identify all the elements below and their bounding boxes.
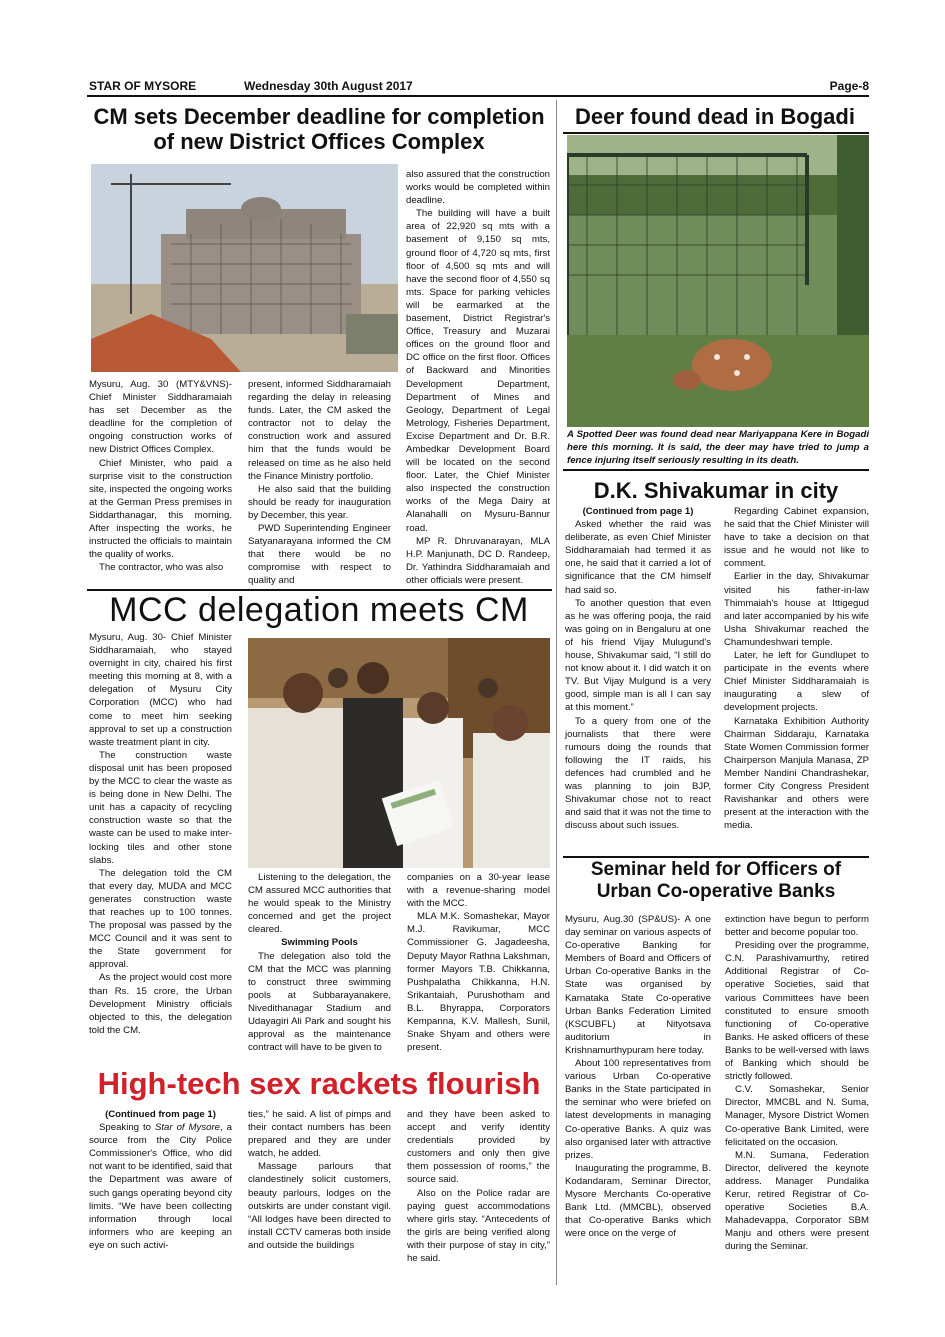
- paragraph: Earlier in the day, Shivakumar visited his father-in-law Thimmaiah's house at Ittigegud and later accompanied by his wife Usha Shivakumar reached the Chamundeshwari temple.: [724, 571, 869, 648]
- paragraph: companies on a 30-year lease with a revenue-sharing model with the MCC.: [407, 872, 550, 910]
- paragraph: M.N. Sumana, Federation Director, delivered the keynote address. Manager Pundalika Kerur, retired Registrar of Co-operative Societies B.A. Mahadevappa, Corporator SBM Manju and others were present during the Seminar.: [725, 1149, 869, 1253]
- continued-label: (Continued from page 1): [105, 1109, 216, 1120]
- paragraph: present, informed Siddharamaiah regarding the delay in releasing funds. Later, the CM asked the contractor not to delay the construction work and assured him that the funds would be released on time as he also held the Finance Ministry portfolio.: [248, 379, 391, 482]
- art5-column-1: [89, 1108, 232, 1252]
- headline-seminar: Seminar held for Officers of Urban Co-operative Banks: [590, 859, 842, 902]
- column-divider: [556, 100, 557, 1285]
- art4-column-2: [724, 505, 869, 832]
- paragraph: As the project would cost more than Rs. 15 crore, the Urban Development Ministry officials objected to this, the delegation told the CM.: [89, 972, 232, 1036]
- paragraph: Inaugurating the programme, B. Kodandaram, Seminar Director, Mysore Merchants Co-operative Bank Ltd. (MMCBL), observed that Co-operative Banks which were once on the verge of: [565, 1162, 711, 1240]
- paragraph: Karnataka Exhibition Authority Chairman Siddaraju, Karnataka State Women Commission former Chairperson Manjula Manasa, ZP Member Nandini Chandrashekar, former City Congress President Ravishankar and others were present at the interaction with the media.: [724, 715, 869, 832]
- art1-column-2: [248, 378, 391, 588]
- deer-fence-photo: [567, 135, 869, 427]
- paragraph: PWD Superintending Engineer Satyanarayana informed the CM that there would be no compromise with respect to quality and: [248, 523, 391, 587]
- art1-column-3: [406, 168, 550, 587]
- paper-name: STAR OF MYSORE: [89, 79, 197, 93]
- headline-sex-rackets: High-tech sex rackets flourish: [97, 1066, 541, 1101]
- headline-shivakumar: D.K. Shivakumar in city: [593, 478, 839, 503]
- paragraph: The contractor, who was also: [99, 562, 224, 574]
- art1-column-1: [89, 378, 232, 574]
- paragraph: Massage parlours that clandestinely solicit customers, beauty parlours, lodges on the outskirts are under constant vigil. “All lodges have been directed to install CCTV cameras both inside and outside the buildings: [248, 1161, 391, 1251]
- emphasis-star-of-mysore: Star of Mysore: [154, 1122, 220, 1134]
- paragraph: Listening to the delegation, the CM assured MCC authorities that he would speak to the Ministry concerned and get the project cleared.: [248, 872, 391, 936]
- headline-mcc: MCC delegation meets CM: [109, 591, 529, 629]
- paragraph: The construction waste disposal unit has been proposed by the MCC to clear the waste as is being done in New Delhi. The unit has a capacity of recycling construction waste so that the waste can be used to make inter-locking tiles and other stone slabs.: [89, 749, 232, 866]
- continued-label: (Continued from page 1): [582, 506, 694, 517]
- art3-column-1: [89, 631, 232, 1037]
- deer-headline-rule: [563, 132, 869, 134]
- paragraph: extinction have begun to perform better and become popular too.: [725, 914, 869, 939]
- paragraph: Presiding over the programme, C.N. Parashivamurthy, retired Additional Registrar of Co-operative Societies, said that various Committees have been constituted to ensure smooth functioning of Co-operative Banks. He asked officers of these Banks to be well-versed with laws of Banking which should be strictly followed.: [725, 940, 869, 1083]
- paragraph: [89, 1121, 232, 1252]
- art3-column-2: [248, 871, 391, 1054]
- art5-column-2: [248, 1108, 391, 1252]
- deer-photo-caption: A Spotted Deer was found dead near Mariyappana Kere in Bogadi here this morning. It is said, the deer may have tried to jump a fence injuring itself seriously resulting in its death.: [567, 429, 869, 466]
- paragraph: Mysuru, Aug. 30 (MTY&VNS)- Chief Minister Siddharamaiah has set December as the deadline for the completion of ongoing construction works of new District Offices Complex.: [89, 379, 232, 456]
- art6-column-2: [725, 913, 869, 1253]
- paragraph: Mysuru, Aug.30 (SP&US)- A one day seminar on various aspects of Co-operative Banking for Members of Board and Officers of Urban Co-operative Banks in the State was organised by Karnataka State Co-operative Urban Banks Federation Limited (KSCUBFL) at Nityotsava auditorium in Krishnamurthypuram here today.: [565, 914, 711, 1056]
- headline-district-offices: CM sets December deadline for completion of new District Offices Complex: [93, 104, 545, 155]
- header-rule: [87, 95, 869, 97]
- paragraph: The building will have a built area of 22,920 sq mts with a basement of 9,150 sq mts, ground floor of 4,720 sq mts, first floor of 4,500 sq mts and will have the second floor of 4,550 sq mts. Space for parking vehicles will be earmarked at the basement, District Registrar's Office, Treasury and Muzarai offices on the ground floor and DC office on the first floor. Offices of Backward and Minorities Development Department, Department of Mines and Geology, Department of Legal Metrology, Fisheries Department, Excise Department and Dr. B.R. Ambedkar Development Board will be located on the second floor. Later, the Chief Minister also inspected the construction works of the Mega Dairy at Alanahalli on Mysuru-Bannur road.: [406, 208, 550, 534]
- paragraph: C.V. Somashekar, Senior Director, MMCBL and N. Suma, Manager, Mysore District Women Co-operative Bank Limited, were felicitated on the occasion.: [725, 1084, 869, 1148]
- paragraph: Chief Minister, who paid a surprise visit to the construction site, inspected the ongoing works at the German Press premises in Siddarthanagar, this morning. After inspecting the works, he instructed the officials to maintain the quality of works.: [89, 457, 232, 561]
- paragraph: and they have been asked to accept and verify identity credentials provided by customers and only then give them possession of rooms,” the source said.: [407, 1109, 550, 1186]
- paragraph: ties,” he said. A list of pimps and their contact numbers has been prepared and they are under watch, he added.: [248, 1109, 391, 1160]
- art4-column-1: [565, 505, 711, 832]
- paragraph: The delegation told the CM that every day, MUDA and MCC generates construction waste that reaches up to 100 tonnes. The proposal was passed by the MCC Council and it was sent to the State government for approval.: [89, 867, 232, 971]
- paragraph: Also on the Police radar are paying guest accommodations where girls stay. “Antecedents of the girls are being verified along with their purpose of stay in city,” he said.: [407, 1187, 550, 1265]
- paragraph: Regarding Cabinet expansion, he said that the Chief Minister will have to take a decision on that issue and he would not like to comment.: [724, 506, 869, 570]
- paragraph: Later, he left for Gundlupet to participate in the events where Chief Minister Siddharamaiah is inaugurating a slew of development projects.: [724, 650, 869, 714]
- issue-date: Wednesday 30th August 2017: [244, 79, 413, 93]
- building-construction-photo: [91, 164, 398, 372]
- deer-caption-rule: [563, 469, 869, 471]
- art6-column-1: [565, 913, 711, 1240]
- paragraph: also assured that the construction works would be completed within deadline.: [406, 169, 550, 207]
- paragraph: He also said that the building should be ready for inauguration by December, this year.: [248, 483, 391, 521]
- paragraph: MP R. Dhruvanarayan, MLA H.P. Manjunath, DC D. Randeep, Dr. Yathindra Siddharamaiah and other officials were present.: [406, 535, 550, 586]
- subheading-swimming-pools: Swimming Pools: [281, 937, 358, 949]
- paragraph: The delegation also told the CM that the MCC was planning to construct three swimming pools at Subbarayanakere, Nivedithanagar Stadium and Udayagiri Ali Park and sought his approval as the maintenance contract will have to be given to: [248, 950, 391, 1054]
- paragraph: About 100 representatives from various Urban Co-operative Banks in the State participated in the seminar who were briefed on latest developments in managing Co-operative Banks. A quiz was also organised later with attractive prizes.: [565, 1058, 711, 1161]
- paragraph: Asked whether the raid was deliberate, as even Chief Minister Siddharamaiah had termed it as one, he said that it carried a lot of significance that the CM himself had said so.: [565, 519, 711, 596]
- art5-column-3: [407, 1108, 550, 1265]
- paragraph: To a query from one of the journalists that there were rumours doing the rounds that following the IT raids, his defences had crumbled and he was planning to join BJP, Shivakumar chose not to react and said that it was not the time to discuss about such issues.: [565, 715, 711, 832]
- text-span: Speaking to: [99, 1122, 155, 1134]
- headline-deer: Deer found dead in Bogadi: [575, 104, 855, 129]
- paragraph: To another question that even as he was offering pooja, the raid was going on in Bengaluru at one of his friend Vijay Mulugund's house, Shivakumar said, “I still do not know about it. I did watch it on TV. But Vijay Mulgund is a very good, simple man is all I can say at this moment.”: [565, 597, 711, 714]
- seminar-top-rule: [563, 856, 869, 858]
- delegation-meeting-photo: [248, 638, 550, 868]
- text-span: , a source from the City Police Commissioner's Office, who did not want to be identified, said that the Department was aware of such gangs operating beyond city limits. “We have been collecting information through local informers who are keeping an eye on such activi-: [89, 1122, 232, 1251]
- page-number: Page-8: [829, 79, 869, 93]
- paragraph: MLA M.K. Somashekar, Mayor M.J. Ravikumar, MCC Commissioner G. Jagadeesha, Deputy Mayor Rathna Lakshman, former Mayors T.B. Chikkanna, Pushpalatha Chikkanna, H.N. Srikantaiah, Purushotham and B.L. Bhyrappa, Corporators Kempanna, K.V. Mallesh, Sunil, Snake Shyam and others were present.: [407, 911, 550, 1054]
- art3-column-3: [407, 871, 550, 1054]
- paragraph: Mysuru, Aug. 30- Chief Minister Siddharamaiah, who stayed overnight in city, chaired his first meeting this morning at 8, with a delegation of Mysuru City Corporation (MCC) who had come to meet him seeking approval to set up a construction waste treatment plant in city.: [89, 632, 232, 748]
